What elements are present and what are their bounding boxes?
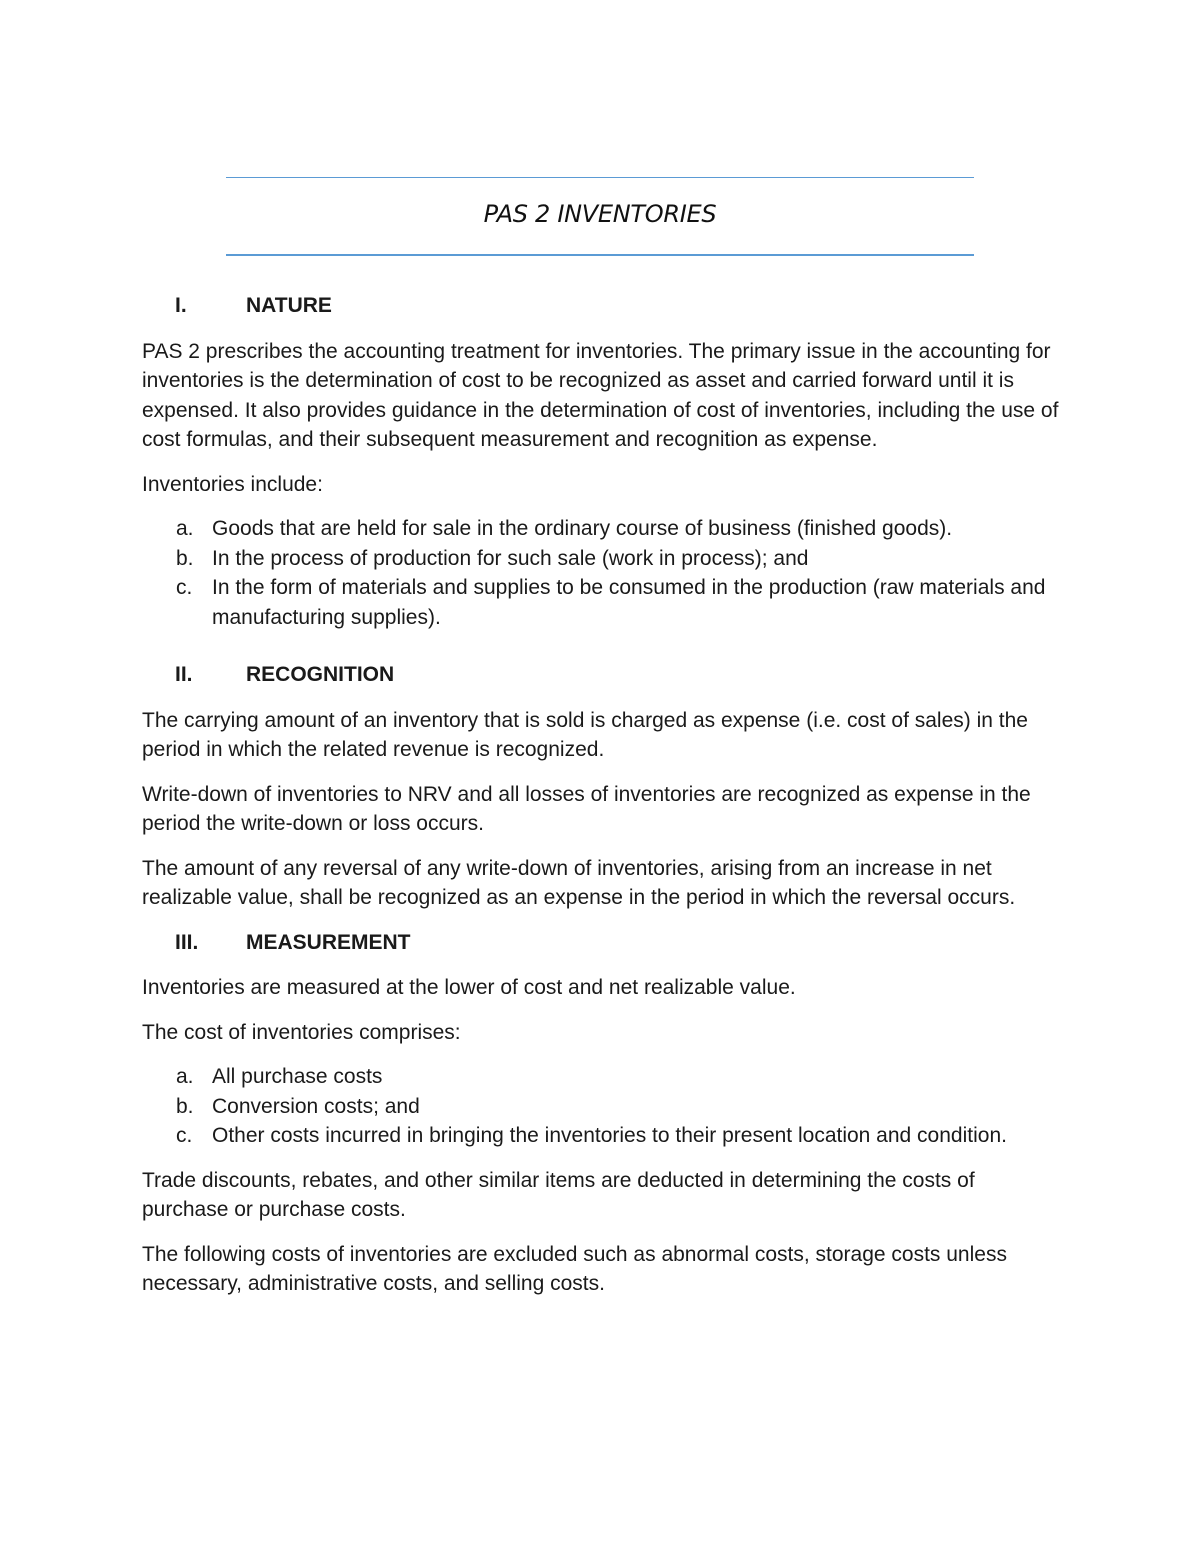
list-marker: c. xyxy=(176,1124,193,1147)
section-title: NATURE xyxy=(246,294,332,317)
list-item-text: Other costs incurred in bringing the inventories to their present location and condition. xyxy=(212,1124,1007,1147)
list-marker: b. xyxy=(176,546,194,570)
inventories-include-list xyxy=(142,514,1062,632)
paragraph: PAS 2 prescribes the accounting treatment for inventories. The primary issue in the accounting for inventories is the determination of cost to be recognized as asset and carried forward until it is expensed. It also provides guidance in the determination of cost of inventories, including the use of cost formulas, and their subsequent measurement and recognition as expense. xyxy=(142,339,1059,451)
document-title: PAS 2 INVENTORIES xyxy=(483,200,717,228)
list-marker: a. xyxy=(176,1065,194,1088)
list-item-text: All purchase costs xyxy=(212,1065,383,1088)
list-marker: b. xyxy=(176,1094,194,1118)
paragraph: The following costs of inventories are excluded such as abnormal costs, storage costs unless necessary, administrative costs, and selling costs. xyxy=(142,1242,1007,1295)
paragraph: Trade discounts, rebates, and other similar items are deducted in determining the costs of purchase or purchase costs. xyxy=(142,1168,975,1221)
list-item xyxy=(142,514,1062,544)
list-item-text: In the form of materials and supplies to be consumed in the production (raw materials and manufacturing supplies). xyxy=(212,576,1046,629)
section-heading-nature xyxy=(142,291,1062,321)
list-item-text: Goods that are held for sale in the ordinary course of business (finished goods). xyxy=(212,517,953,540)
section-number: III. xyxy=(175,930,199,954)
section-number: I. xyxy=(175,294,187,317)
list-item xyxy=(142,573,1062,632)
section-title: MEASUREMENT xyxy=(246,930,411,954)
section-title: RECOGNITION xyxy=(246,663,395,686)
section-heading-recognition xyxy=(142,660,1062,690)
cost-comprises-list xyxy=(142,1062,1062,1151)
paragraph: Write-down of inventories to NRV and all losses of inventories are recognized as expense in the period the write-down or loss occurs. xyxy=(142,782,1031,835)
list-marker: a. xyxy=(176,517,194,540)
list-item-text: In the process of production for such sale (work in process); and xyxy=(212,546,809,570)
section-number: II. xyxy=(175,663,193,686)
list-item xyxy=(142,1121,1062,1151)
section-heading-measurement xyxy=(142,928,1062,958)
list-item xyxy=(142,1062,1062,1092)
paragraph: The cost of inventories comprises: xyxy=(142,1020,461,1044)
title-bottom-rule xyxy=(226,254,974,256)
paragraph: The carrying amount of an inventory that is sold is charged as expense (i.e. cost of sales) in the period in which the related revenue is recognized. xyxy=(142,708,1028,761)
list-item xyxy=(142,544,1062,574)
paragraph: Inventories are measured at the lower of cost and net realizable value. xyxy=(142,976,796,999)
list-item xyxy=(142,1092,1062,1122)
paragraph: Inventories include: xyxy=(142,472,323,496)
title-top-rule xyxy=(226,177,974,178)
document-body xyxy=(142,291,1062,1314)
paragraph: The amount of any reversal of any write-down of inventories, arising from an increase in net realizable value, shall be recognized as an expense in the period in which the reversal occurs. xyxy=(142,856,1016,909)
list-item-text: Conversion costs; and xyxy=(212,1094,420,1118)
list-marker: c. xyxy=(176,576,193,599)
